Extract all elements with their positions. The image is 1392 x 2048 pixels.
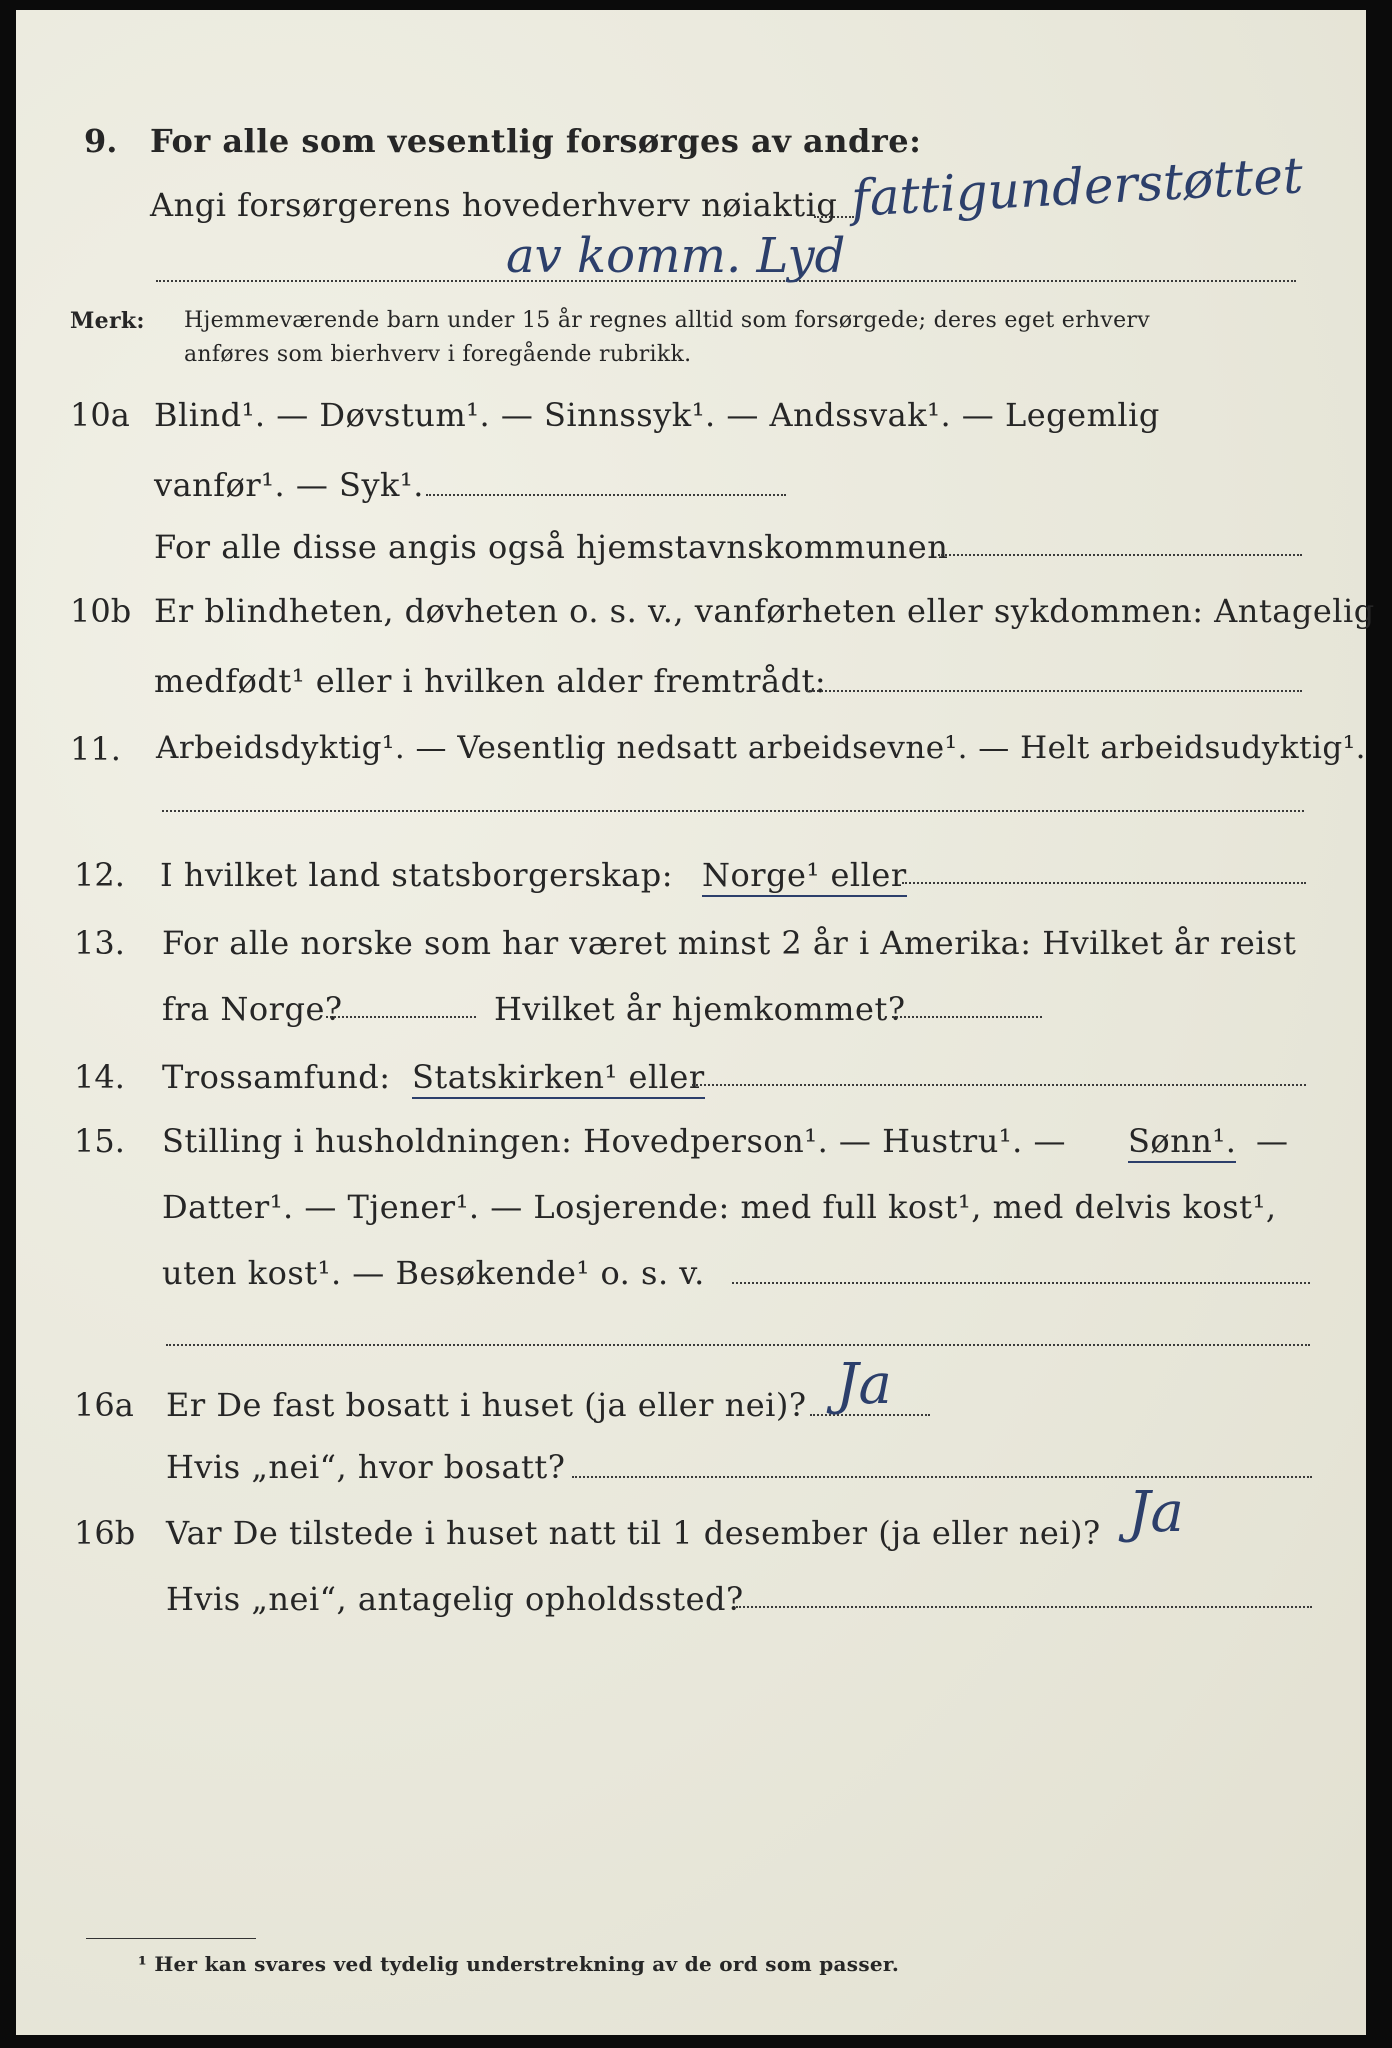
q16b-place-line — [736, 1606, 1312, 1608]
q15-son-text: Sønn¹. — [1128, 1122, 1236, 1163]
q11-answer-line — [162, 810, 1304, 812]
q9-label: Angi forsørgerens hovederhverv nøiaktig — [150, 186, 838, 224]
q13-year-left-line — [326, 1016, 476, 1018]
q13-number: 13. — [74, 924, 125, 962]
q14-answer-line — [692, 1084, 1306, 1086]
q14-option — [412, 1058, 705, 1096]
q12-answer-line — [902, 882, 1306, 884]
q15-line-3: uten kost¹. — Besøkende¹ o. s. v. — [162, 1254, 705, 1292]
q10a-line-1: Blind¹. — Døvstum¹. — Sinnssyk¹. — Andssvak¹. — Legemlig — [154, 396, 1160, 434]
q15-son-option — [1128, 1122, 1236, 1160]
q15-answer-line-2 — [166, 1344, 1310, 1346]
q16a-line-1: Er De fast bosatt i huset (ja eller nei)? — [166, 1386, 807, 1424]
q14-number: 14. — [74, 1058, 125, 1096]
census-form-page — [16, 10, 1375, 2035]
q10b-line-1: Er blindheten, døvheten o. s. v., vanførheten eller sykdommen: Antagelig — [154, 592, 1375, 630]
q16b-line-1: Var De tilstede i huset natt til 1 desember (ja eller nei)? — [166, 1514, 1101, 1552]
q16b-handwritten-answer: Ja — [1128, 1480, 1184, 1545]
q10a-home-line — [938, 554, 1302, 556]
q12-label: I hvilket land statsborgerskap: — [160, 856, 673, 894]
q9-handwritten-answer-2: av komm. Lyd — [506, 228, 846, 284]
q14-option-text: Statskirken¹ eller — [412, 1058, 705, 1099]
footnote-rule — [86, 1938, 256, 1939]
q15-answer-line — [732, 1282, 1310, 1284]
q13-line-2b: Hvilket år hjemkommet? — [494, 990, 906, 1028]
q15-line-1a: Stilling i husholdningen: Hovedperson¹. — Hustru¹. — — [162, 1122, 1066, 1160]
q16a-number: 16a — [74, 1386, 134, 1424]
merk-line-2: anføres som bierhverv i foregående rubrikk. — [184, 342, 692, 367]
q12-option — [702, 856, 907, 894]
q13-line-1: For alle norske som har været minst 2 år i Amerika: Hvilket år reist — [162, 924, 1297, 962]
q11-number: 11. — [70, 730, 121, 768]
q9-answer-line — [814, 216, 854, 218]
q9-number: 9. — [84, 122, 118, 160]
q16a-residence-line — [572, 1476, 1312, 1478]
q14-label: Trossamfund: — [162, 1058, 391, 1096]
q10a-line-3: For alle disse angis også hjemstavnskommunen — [154, 528, 949, 566]
q12-number: 12. — [74, 856, 125, 894]
q16b-line-2: Hvis „nei“, antagelig opholdssted? — [166, 1580, 744, 1618]
q16b-number: 16b — [74, 1514, 136, 1552]
q15-line-2: Datter¹. — Tjener¹. — Losjerende: med full kost¹, med delvis kost¹, — [162, 1188, 1277, 1226]
q10a-answer-line — [426, 494, 786, 496]
merk-line-1: Hjemmeværende barn under 15 år regnes alltid som forsørgede; deres eget erhverv — [184, 308, 1150, 333]
q9-handwritten-answer-1: fattigunderstøttet — [849, 146, 1305, 228]
q10b-number: 10b — [70, 592, 132, 630]
q13-year-return-line — [892, 1016, 1042, 1018]
q15-number: 15. — [74, 1122, 125, 1160]
q16a-handwritten-answer: Ja — [836, 1352, 892, 1417]
footnote-text: ¹ Her kan svares ved tydelig understrekning av de ord som passer. — [138, 1952, 900, 1976]
q16a-line-2: Hvis „nei“, hvor bosatt? — [166, 1448, 566, 1486]
q12-option-text: Norge¹ eller — [702, 856, 907, 897]
q10b-line-2: medfødt¹ eller i hvilken alder fremtrådt: — [154, 662, 827, 700]
merk-label: Merk: — [70, 308, 145, 334]
q10a-number: 10a — [70, 396, 130, 434]
q10b-answer-line — [806, 690, 1302, 692]
q9-title: For alle som vesentlig forsørges av andre: — [150, 122, 922, 160]
q15-line-1c: — — [1256, 1122, 1289, 1160]
q11-line-1: Arbeidsdyktig¹. — Vesentlig nedsatt arbeidsevne¹. — Helt arbeidsudyktig¹. — [156, 730, 1367, 766]
q10a-line-2: vanfør¹. — Syk¹. — [154, 466, 424, 504]
q13-line-2a: fra Norge? — [162, 990, 343, 1028]
